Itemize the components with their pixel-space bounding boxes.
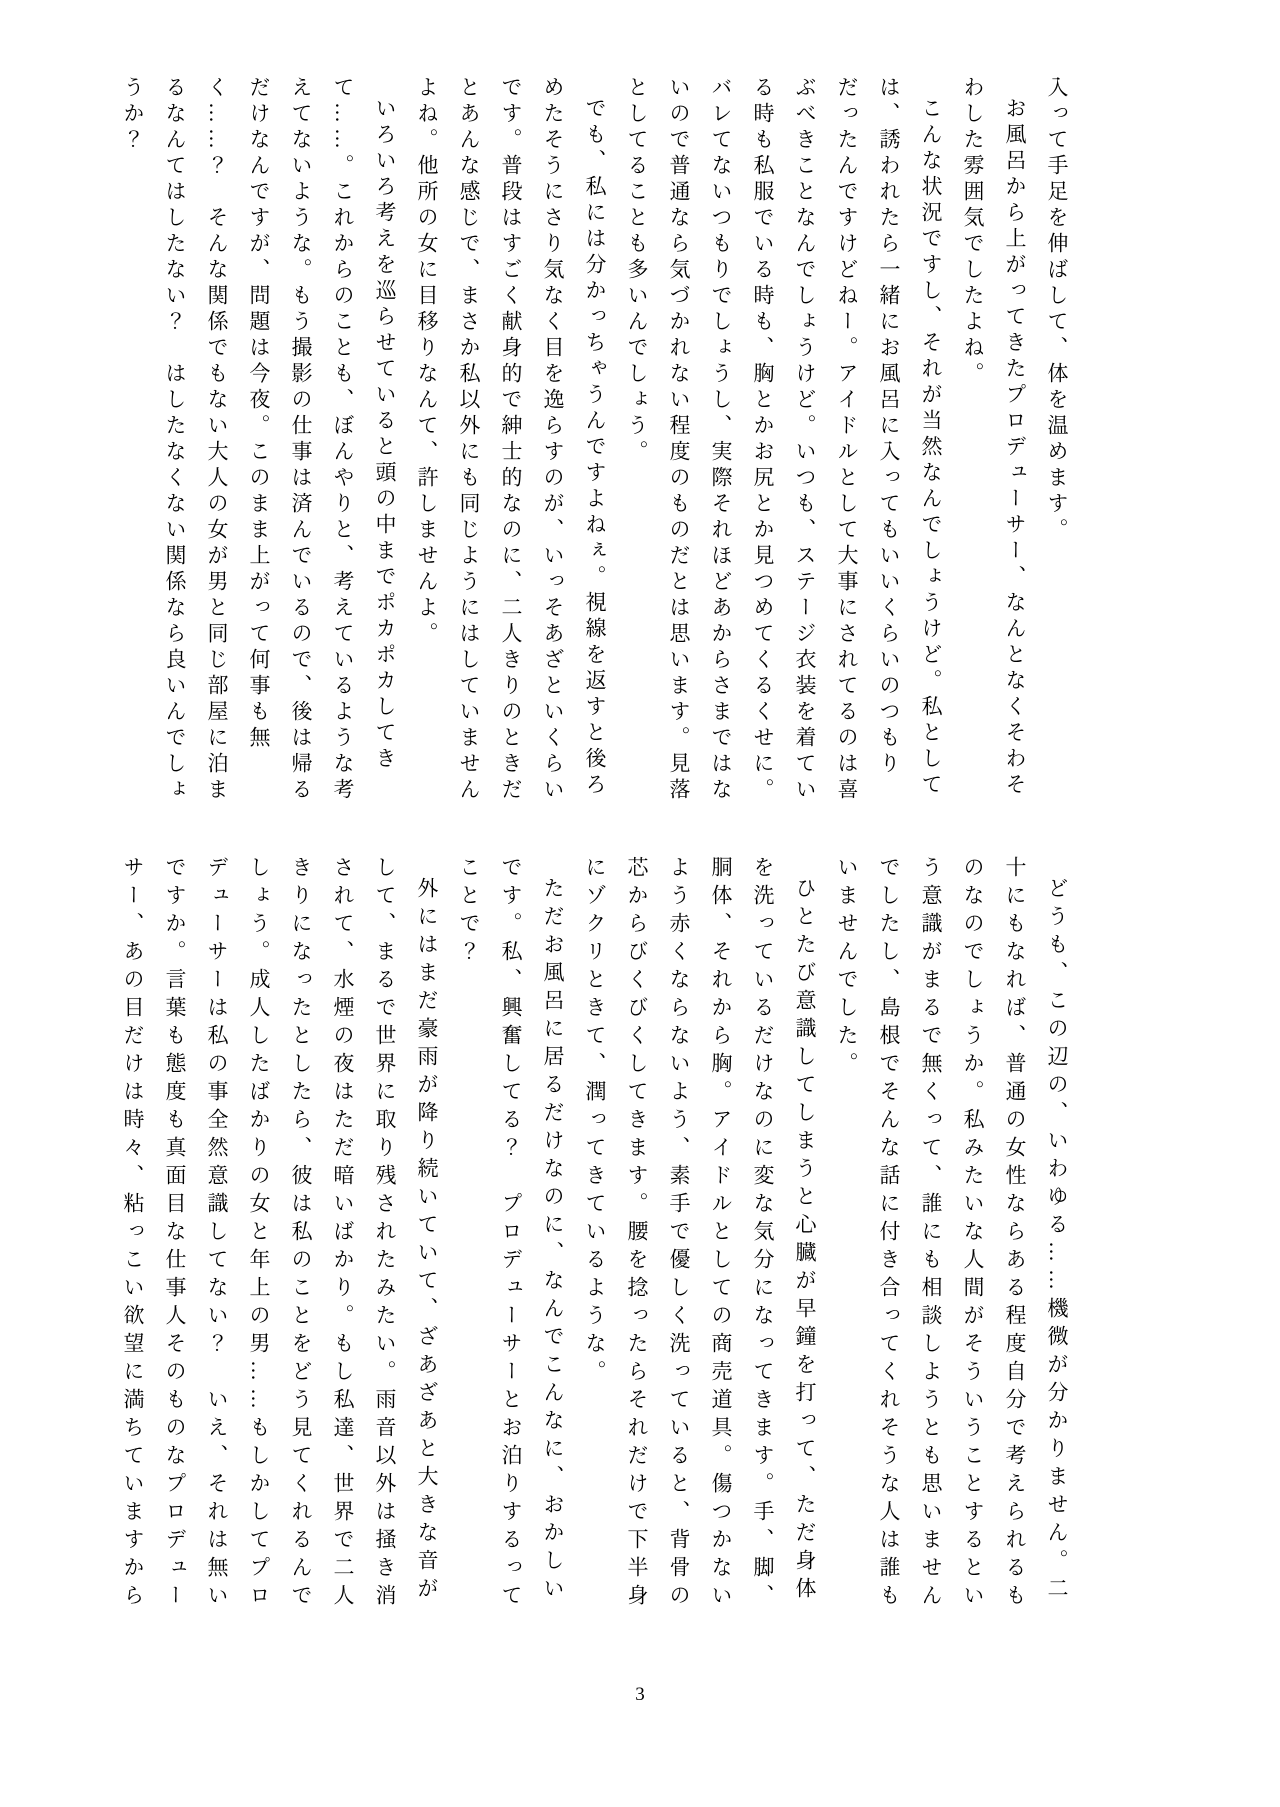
paragraph: お風呂から上がってきたプロデューサー、なんとなくそわそわした雰囲気でしたよね。: [961, 76, 1027, 799]
paragraph: ただお風呂に居るだけなのに、なんでこんなに、おかしいです。私、興奮してる？ プロデューサーとお泊りするってことで？: [457, 856, 565, 1612]
paragraph: でも、私には分かっちゃうんですよねぇ。視線を返すと後ろめたそうにさり気なく目を逸らすのが、いっそあざといくらいです。普段はすごく献身的で紳士的なのに、二人きりのときだとあんな感じで、まさか私以外にも同じようにはしていませんよね。他所の女に目移りなんて、許しませんよ。: [415, 76, 607, 804]
paragraph: ひとたび意識してしまうと心臓が早鐘を打って、ただ身体を洗っているだけなのに変な気分になってきます。手、脚、胴体、それから胸。アイドルとしての商売道具。傷つかないよう赤くならないよう、素手で優しく洗っていると、背骨の芯からびくびくしてきます。腰を捻ったらそれだけで下半身にゾクリときて、潤ってきているような。: [583, 856, 817, 1612]
paragraph: いろいろ考えを巡らせていると頭の中までポカポカしてきて……。これからのことも、ぼんやりと、考えているような考えてないような。もう撮影の仕事は済んでいるので、後は帰るだけなんですが、問題は今夜。このまま上がって何事も無く……？ そんな関係でもない大人の女が男と同じ部屋に泊まるなんてはしたない？ はしたなくない関係なら良いんでしょうか？: [121, 76, 397, 804]
text-block-bottom: [110, 856, 1078, 1614]
text-block-top: [110, 76, 1078, 808]
page-number: 3: [635, 1684, 645, 1705]
paragraph: 外にはまだ豪雨が降り続いていて、ざあざあと大きな音がして、まるで世界に取り残されたみたい。雨音以外は掻き消されて、水煙の夜はただ暗いばかり。もし私達、世界で二人きりになったとしたら、彼は私のことをどう見てくれるんでしょう。成人したばかりの女と年上の男……もしかしてプロデューサーは私の事全然意識してない？ いえ、それは無いですか。言葉も態度も真面目な仕事人そのものなプロデューサー、あの目だけは時々、粘っこい欲望に満ちていますから: [121, 856, 439, 1612]
paragraph: どうも、この辺の、いわゆる……機微が分かりません。二十にもなれば、普通の女性ならある程度自分で考えられるものなのでしょうか。私みたいな人間がそういうことするという意識がまるで無くって、誰にも相談しようとも思いませんでしたし、島根でそんな話に付き合ってくれそうな人は誰もいませんでした。: [835, 856, 1069, 1612]
paragraph: 入って手足を伸ばして、体を温めます。: [1045, 76, 1069, 544]
paragraph: こんな状況ですし、それが当然なんでしょうけど。私としては、誘われたら一緒にお風呂に入ってもいいくらいのつもりだったんですけどねー。アイドルとして大事にされてるのは喜ぶべきことなんでしょうけど。いつも、ステージ衣装を着ている時も私服でいる時も、胸とかお尻とか見つめてくるくせに。バレてないつもりでしょうし、実際それほどあからさまではないので普通なら気づかれない程度のものだとは思います。見落としてることも多いんでしょう。: [625, 76, 943, 804]
